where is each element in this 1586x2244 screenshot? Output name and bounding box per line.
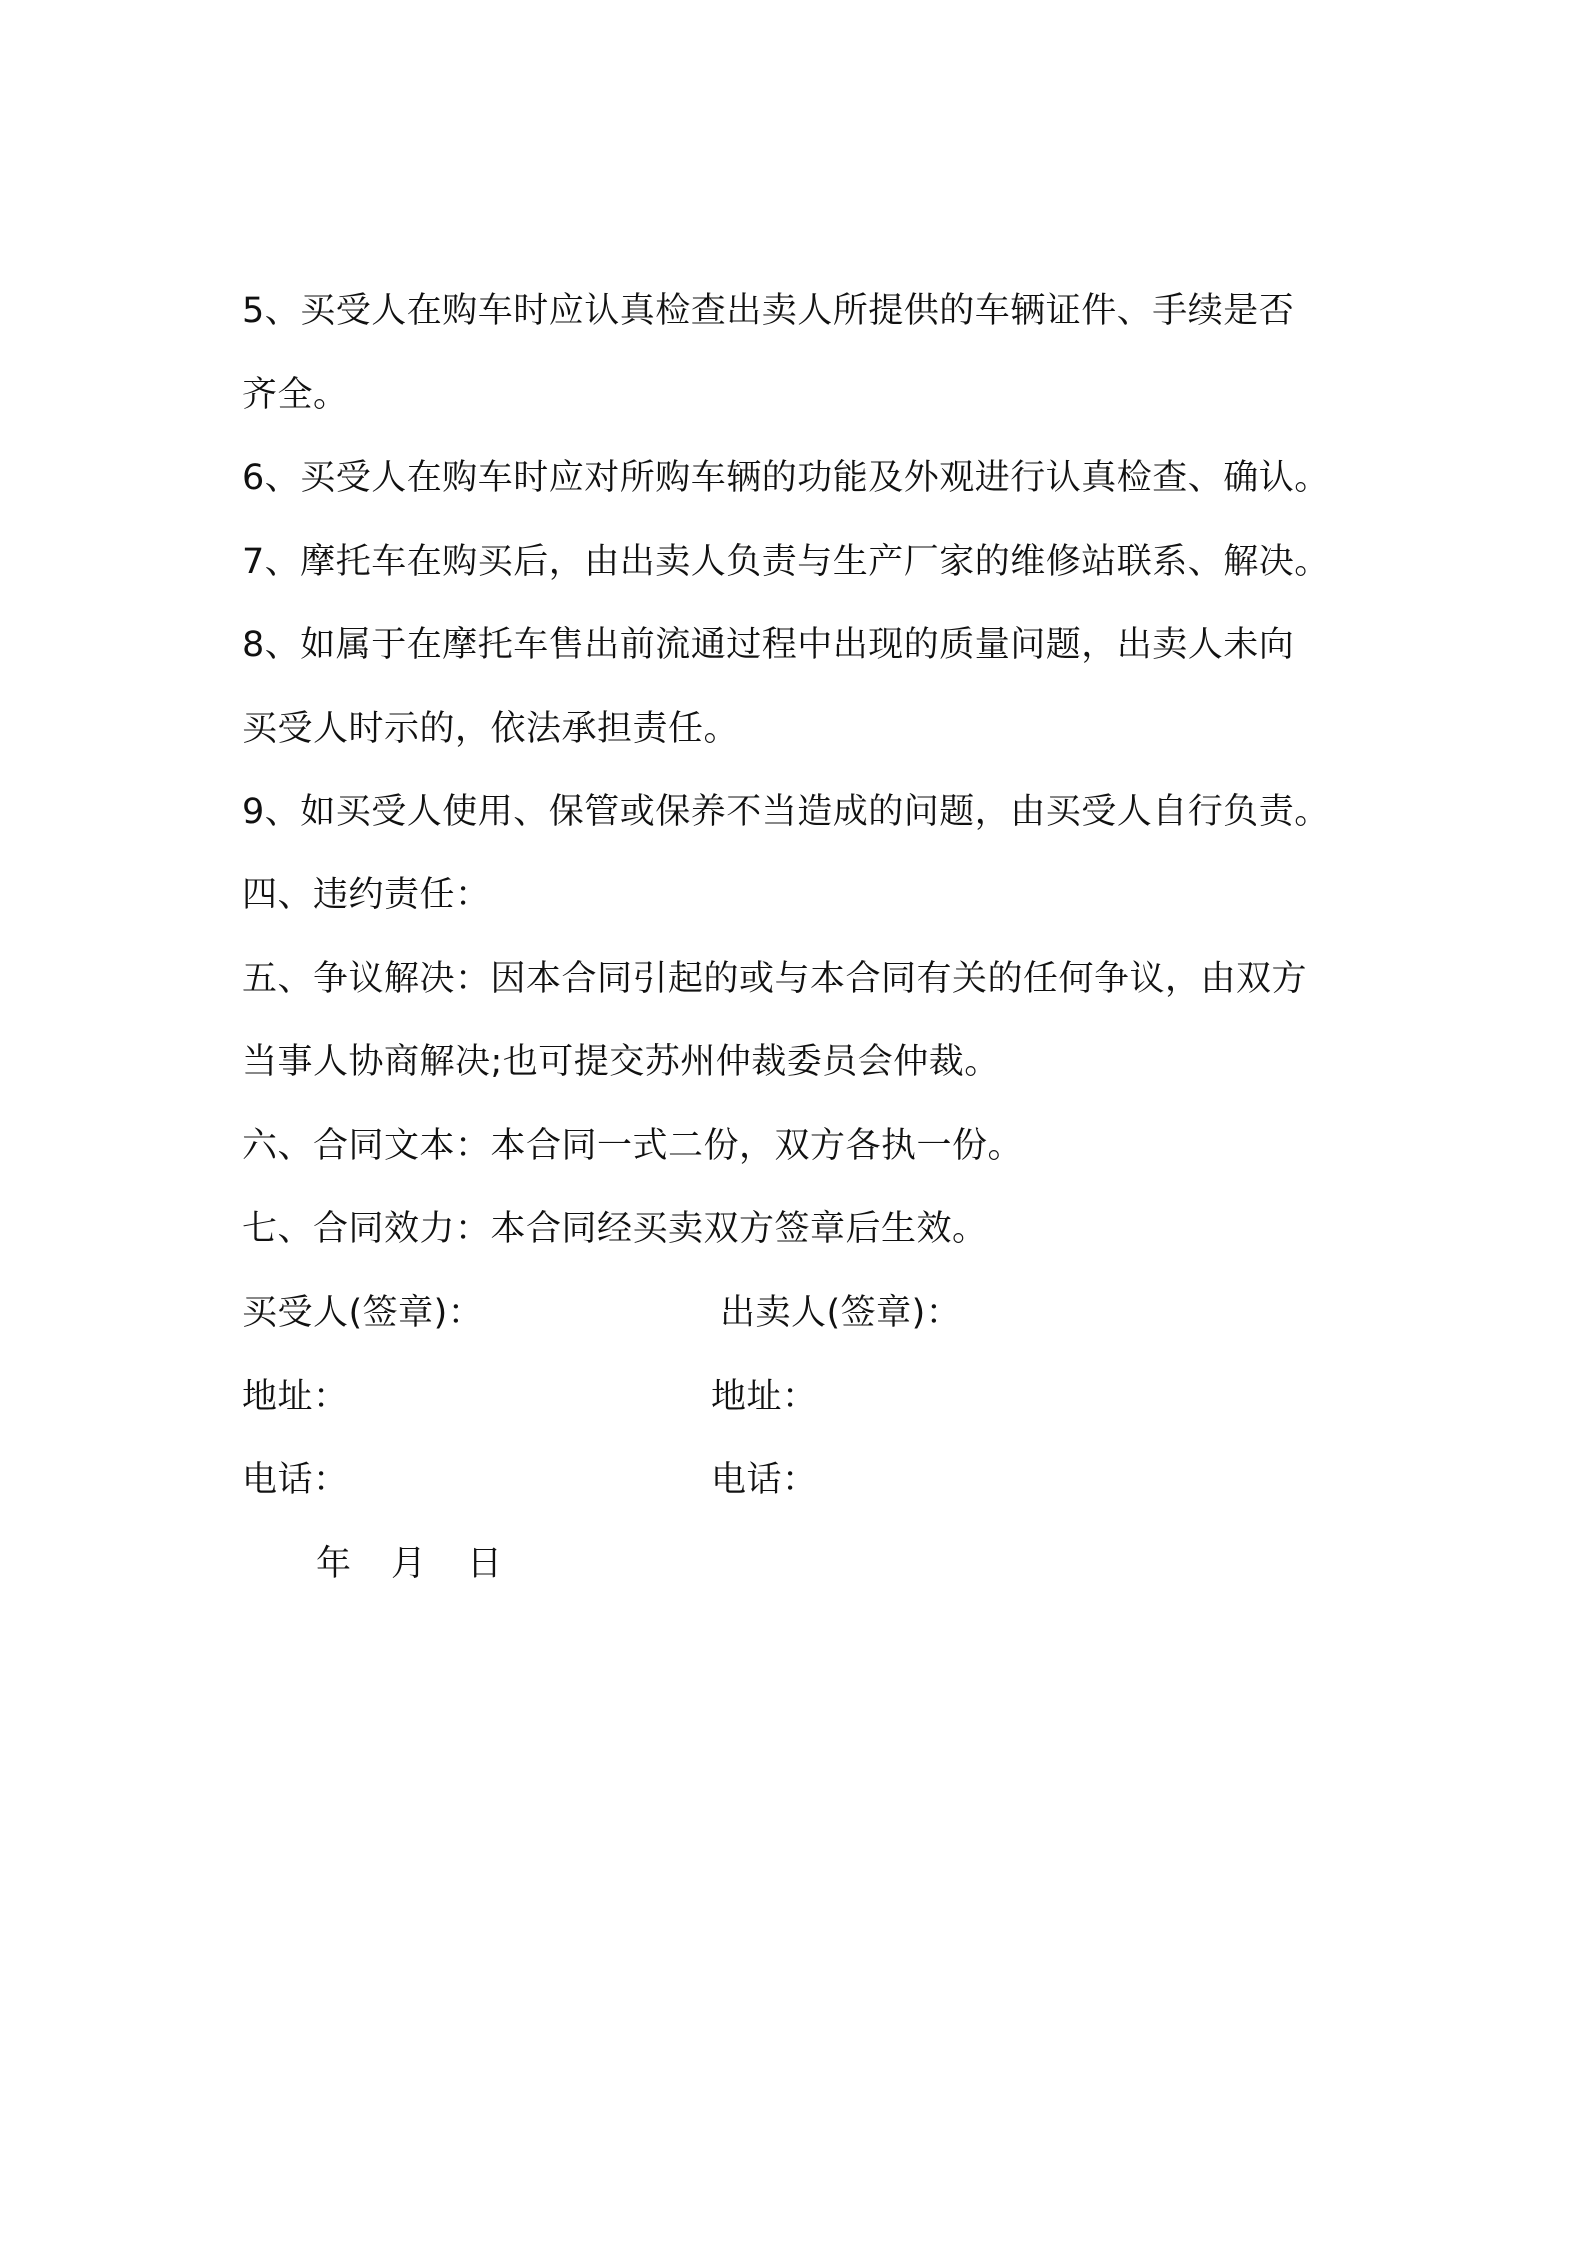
date-year-label: 年 bbox=[316, 1544, 352, 1584]
clause-8-line-2: 买受人时示的，依法承担责任。 bbox=[242, 709, 740, 749]
seller-phone-label: 电话： bbox=[711, 1460, 818, 1500]
clause-9: 9、如买受人使用、保管或保养不当造成的问题，由买受人自行负责。 bbox=[242, 792, 1330, 832]
clause-5-line-2: 齐全。 bbox=[242, 375, 349, 415]
clause-8-line-1: 8、如属于在摩托车售出前流通过程中出现的质量问题，出卖人未向 bbox=[242, 625, 1295, 665]
date-month-label: 月 bbox=[391, 1544, 427, 1584]
buyer-address-label: 地址： bbox=[242, 1377, 349, 1417]
buyer-phone-label: 电话： bbox=[242, 1460, 349, 1500]
clause-5-line-1: 5、买受人在购车时应认真检查出卖人所提供的车辆证件、手续是否 bbox=[242, 291, 1295, 331]
buyer-signature-label: 买受人(签章)： bbox=[242, 1293, 484, 1333]
clause-6: 6、买受人在购车时应对所购车辆的功能及外观进行认真检查、确认。 bbox=[242, 458, 1330, 498]
section-5-dispute-line-1: 五、争议解决：因本合同引起的或与本合同有关的任何争议，由双方 bbox=[242, 959, 1308, 999]
section-6-contract-copies: 六、合同文本：本合同一式二份，双方各执一份。 bbox=[242, 1126, 1024, 1166]
date-day-label: 日 bbox=[467, 1544, 503, 1584]
section-7-effectiveness: 七、合同效力：本合同经买卖双方签章后生效。 bbox=[242, 1209, 988, 1249]
seller-signature-label: 出卖人(签章)： bbox=[720, 1293, 962, 1333]
clause-7: 7、摩托车在购买后，由出卖人负责与生产厂家的维修站联系、解决。 bbox=[242, 542, 1330, 582]
seller-address-label: 地址： bbox=[711, 1377, 818, 1417]
section-5-dispute-line-2: 当事人协商解决;也可提交苏州仲裁委员会仲裁。 bbox=[242, 1042, 1000, 1082]
section-4-breach-liability: 四、违约责任： bbox=[242, 875, 491, 915]
